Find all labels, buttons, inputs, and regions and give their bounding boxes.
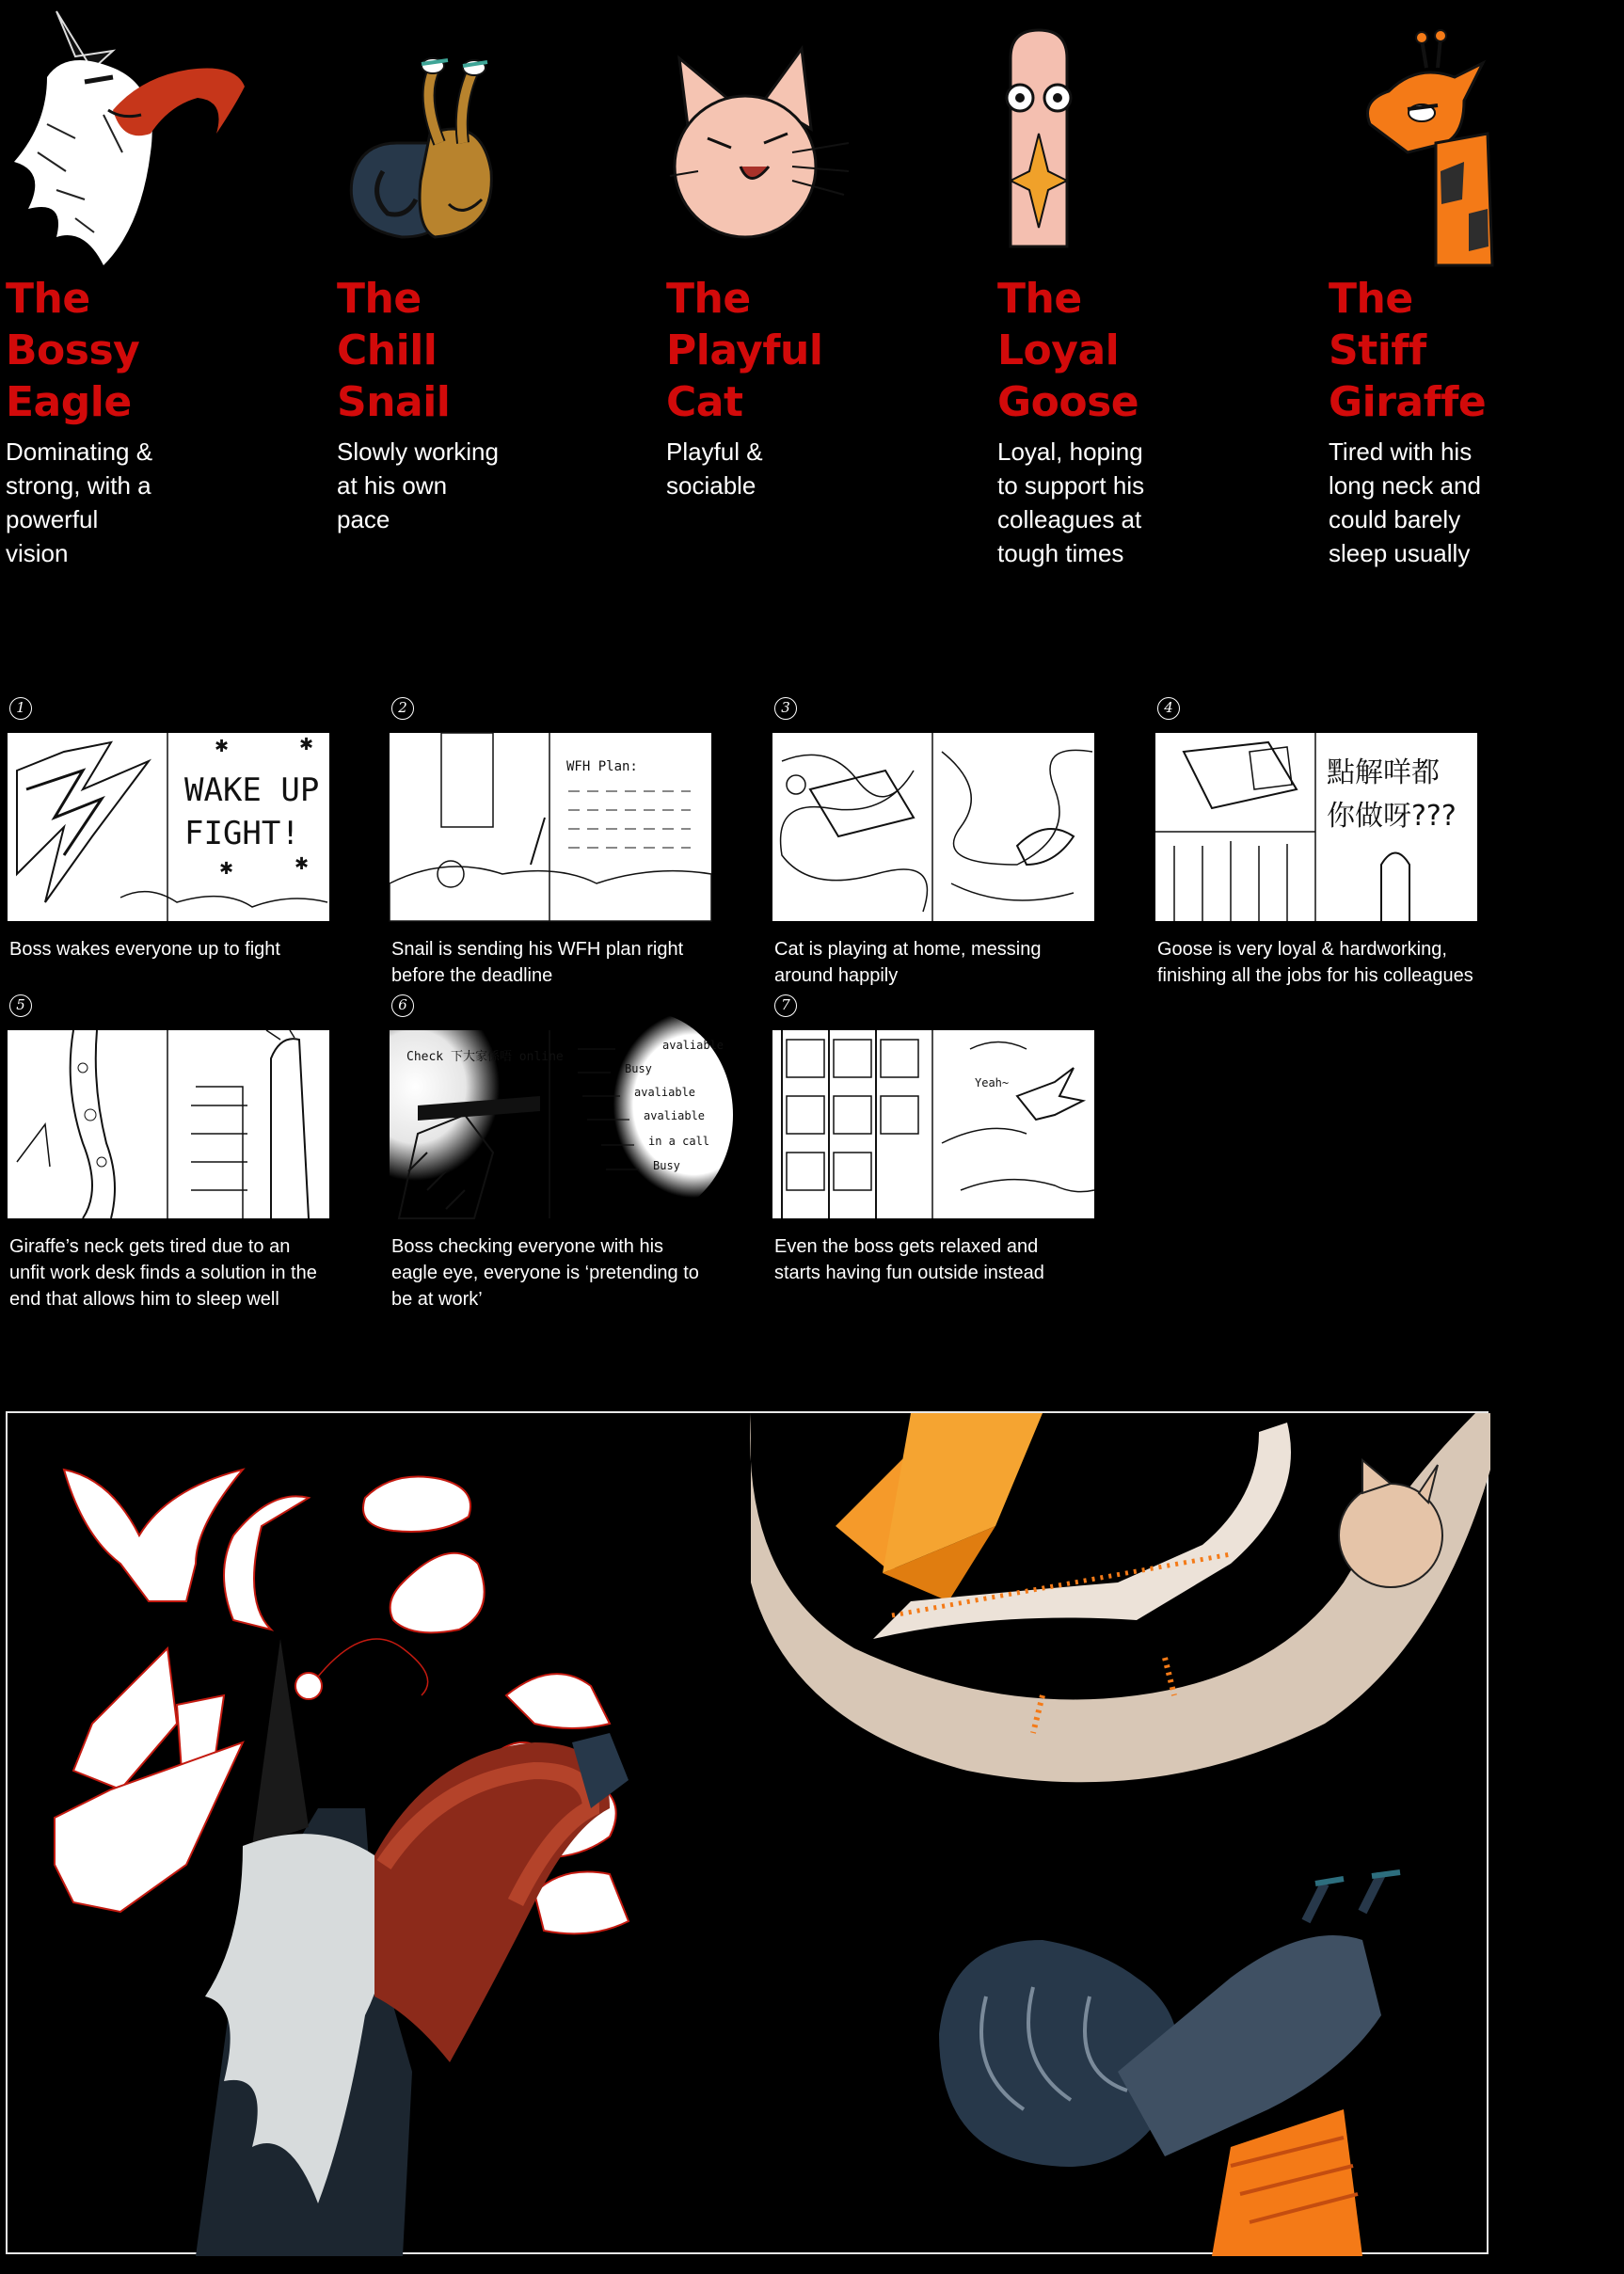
sketch-frame xyxy=(390,733,711,921)
sketch-snail-wfh xyxy=(390,733,711,921)
sketch-text: Busy xyxy=(625,1062,652,1075)
character-name: The Playful Cat xyxy=(666,275,823,426)
illustration-artwork xyxy=(8,1413,1490,2256)
sketch-text: avaliable xyxy=(644,1109,706,1122)
panel-number: 5 xyxy=(9,994,32,1017)
panel-number: 1 xyxy=(9,697,32,720)
panel-number: 6 xyxy=(391,994,414,1017)
sketch-eagle-relaxed xyxy=(772,1030,1094,1218)
character-description: Dominating & strong, with a powerful vision xyxy=(6,437,153,567)
sketch-frame xyxy=(8,733,329,921)
sketch-frame xyxy=(390,1030,724,1218)
sketch-eagle-wakeup xyxy=(8,733,329,921)
panel-number: 7 xyxy=(774,994,797,1017)
eagle-illustration xyxy=(196,1639,629,2256)
svg-text:✱: ✱ xyxy=(299,735,314,754)
cat-icon xyxy=(661,11,905,265)
panel-number: 3 xyxy=(774,697,797,720)
sketch-text: 你做呀??? xyxy=(1327,800,1457,833)
sketch-text: in a call xyxy=(648,1135,710,1148)
sketch-text: Check 下大家係唔 online xyxy=(406,1050,564,1064)
character-name: The Stiff Giraffe xyxy=(1329,275,1487,426)
sketch-eagle-checking xyxy=(390,1030,724,1218)
sketch-frame xyxy=(772,1030,1094,1218)
sketch-frame xyxy=(8,1030,329,1218)
panel-caption: Goose is very loyal & hardworking, finishing all the jobs for his colleagues xyxy=(1157,939,1473,986)
sketch-goose-working xyxy=(1155,733,1477,921)
character-description: Slowly working at his own pace xyxy=(337,437,499,533)
panel-caption: Cat is playing at home, messing around happily xyxy=(774,939,1042,986)
snail-icon xyxy=(331,11,576,265)
character-description: Loyal, hoping to support his colleagues at tough times xyxy=(997,437,1145,567)
panel-number: 2 xyxy=(391,697,414,720)
snail-illustration xyxy=(939,1872,1400,2256)
sketch-text: avaliable xyxy=(634,1086,696,1099)
sketch-text: Busy xyxy=(653,1159,680,1172)
giraffe-icon xyxy=(1323,11,1568,265)
sketch-text: WAKE UP xyxy=(184,771,320,809)
sketch-text: WFH Plan: xyxy=(566,759,638,774)
sketch-frame xyxy=(1155,733,1477,921)
sketch-cat-playing xyxy=(772,733,1094,921)
eagle-icon xyxy=(9,11,254,265)
goose-icon xyxy=(992,11,1236,265)
sketch-giraffe-desk xyxy=(8,1030,329,1218)
final-illustration xyxy=(6,1411,1489,2254)
cat-ring-illustration xyxy=(750,1413,1490,1782)
character-name: The Bossy Eagle xyxy=(6,275,140,426)
sketch-text: avaliable xyxy=(662,1039,724,1052)
character-name: The Chill Snail xyxy=(337,275,451,426)
sketch-text: FIGHT! xyxy=(184,815,300,852)
sketch-text: 點解咩都 xyxy=(1327,756,1440,789)
character-description: Tired with his long neck and could barely sleep usually xyxy=(1329,437,1481,567)
svg-text:✱: ✱ xyxy=(215,737,230,755)
panel-caption: Giraffe’s neck gets tired due to an unfit work desk finds a solution in the end that allows him to sleep well xyxy=(9,1236,317,1310)
panel-caption: Boss wakes everyone up to fight xyxy=(9,939,280,960)
panel-caption: Boss checking everyone with his eagle eye, everyone is ‘pretending to be at work’ xyxy=(391,1236,699,1310)
sketch-text: Yeah~ xyxy=(975,1076,1010,1089)
panel-number: 4 xyxy=(1157,697,1180,720)
sketch-frame xyxy=(772,733,1094,921)
panel-caption: Snail is sending his WFH plan right before the deadline xyxy=(391,939,684,986)
panel-caption: Even the boss gets relaxed and starts having fun outside instead xyxy=(774,1236,1044,1283)
svg-text:✱: ✱ xyxy=(219,859,234,878)
character-name: The Loyal Goose xyxy=(997,275,1139,426)
svg-text:✱: ✱ xyxy=(295,854,310,873)
character-description: Playful & sociable xyxy=(666,437,763,500)
